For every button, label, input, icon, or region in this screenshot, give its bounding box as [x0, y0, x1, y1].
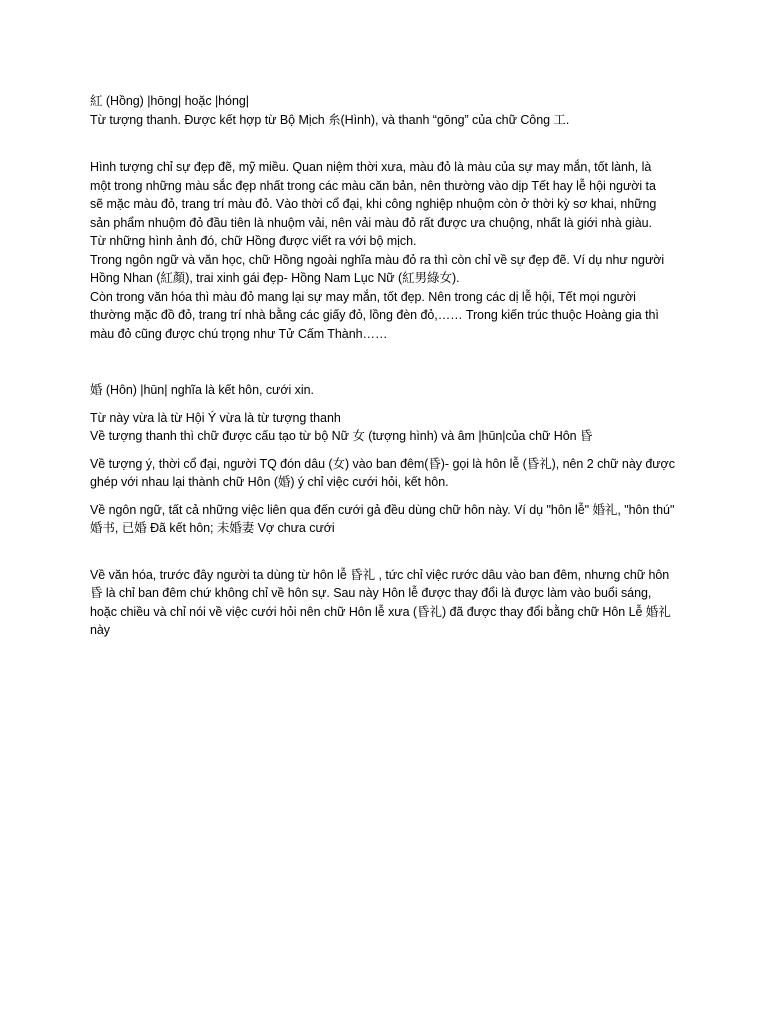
text-line: Còn trong văn hóa thì màu đỏ mang lại sự may mắn, tốt đẹp. Nên trong các dị lễ hội, Tết mọi người [90, 289, 636, 304]
hon-language-paragraph [90, 501, 680, 538]
text-line: một trong những màu sắc đẹp nhất trong các màu căn bản, nên thường vào dịp Tết hay lễ hội người ta [90, 178, 656, 193]
hong-origin-line: Từ tượng thanh. Được kết hợp từ Bộ Mịch 糸(Hình), và thanh “gōng” của chữ Công 工. [90, 112, 570, 127]
text-line: Từ những hình ảnh đó, chữ Hồng được viết ra với bộ mịch. [90, 234, 417, 248]
text-line: này [90, 623, 111, 637]
text-line: 婚书, 已婚 Đã kết hôn; 未婚妻 Vợ chưa cưới [90, 521, 335, 535]
hong-meaning-paragraph [90, 158, 680, 343]
text-line: hoặc chiều và chỉ nói về việc cưới hỏi nên chữ Hôn lễ xưa (昏礼) đã được thay đổi bằng chữ Hôn Lễ 婚礼 [90, 604, 671, 619]
text-line: Từ này vừa là từ Hội Ý vừa là từ tượng thanh [90, 410, 341, 425]
text-line: Trong ngôn ngữ và văn học, chữ Hồng ngoài nghĩa màu đỏ ra thì còn chỉ về sự đẹp đẽ. Ví dụ như người [90, 252, 665, 267]
text-line: Về văn hóa, trước đây người ta dùng từ hôn lễ 昏礼 , tức chỉ việc rước dâu vào ban đêm, nhưng chữ hôn [90, 567, 670, 582]
text-line: Về tượng thanh thì chữ được cấu tạo từ bộ Nữ 女 (tượng hình) và âm |hūn|của chữ Hôn 昏 [90, 429, 593, 443]
text-line: Hình tượng chỉ sự đẹp đẽ, mỹ miều. Quan niệm thời xưa, màu đỏ là màu của sự may mắn, tốt lành, là [90, 160, 652, 174]
hon-culture-paragraph [90, 566, 680, 640]
text-line: màu đỏ cũng được chú trọng như Tử Cấm Thành…… [90, 326, 388, 341]
hon-type-paragraph [90, 409, 680, 446]
text-line: Về tượng ý, thời cổ đại, người TQ đón dâu (女) vào ban đêm(昏)- gọi là hôn lễ (昏礼), nên 2 chữ này được [90, 456, 675, 471]
text-line: ghép với nhau lại thành chữ Hôn (婚) ý chỉ việc cưới hỏi, kết hôn. [90, 475, 449, 489]
hong-heading [90, 92, 680, 129]
hon-meaning-paragraph [90, 455, 680, 492]
text-line: sản phẩm nhuộm đỏ đầu tiên là nhuộm vải, nên vải màu đỏ rất được ưa chuộng, nhất là giới nhà giàu. [90, 215, 652, 230]
text-line: 昏 là chỉ ban đêm chứ không chỉ về hôn sự. Sau này Hôn lễ được thay đổi là được làm vào buổi sáng, [90, 586, 652, 600]
hon-heading-text: 婚 (Hôn) |hūn| nghĩa là kết hôn, cưới xin. [90, 383, 314, 397]
text-line: Về ngôn ngữ, tất cả những việc liên qua đến cưới gả đều dùng chữ hôn này. Ví dụ "hôn lễ" 婚礼, "hôn thú" [90, 502, 675, 517]
text-line: Hồng Nhan (紅顏), trai xinh gái đẹp- Hồng Nam Lục Nữ (紅男綠女). [90, 271, 460, 285]
hong-heading-text: 紅 (Hồng) |hōng| hoặc |hóng| [90, 94, 249, 108]
document-page [90, 92, 680, 640]
text-line: thường mặc đồ đỏ, trang trí nhà bằng các giấy đỏ, lồng đèn đỏ,…… Trong kiến trúc thuộc Hoàng gia thì [90, 308, 659, 322]
hon-heading [90, 381, 680, 400]
text-line: sẽ mặc màu đỏ, trang trí màu đỏ. Vào thời cổ đại, khi công nghiệp nhuộm còn ở thời kỳ sơ khai, những [90, 197, 657, 211]
